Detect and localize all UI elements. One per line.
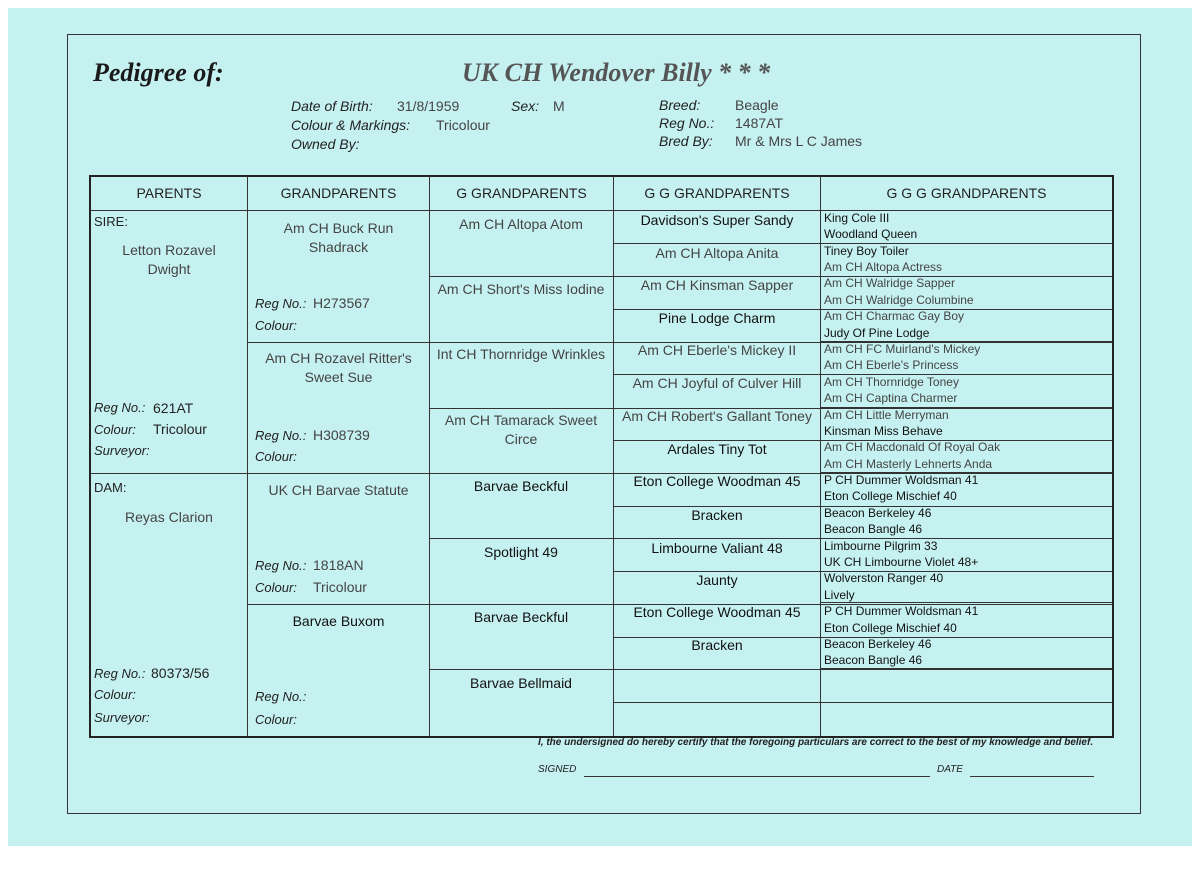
gg-grandparent-name: Davidson's Super Sandy <box>640 212 794 228</box>
g-grandparent-name: Am CH Altopa Atom <box>459 216 583 232</box>
column-header-parents: PARENTS <box>136 185 202 201</box>
column-divider <box>247 177 248 736</box>
dog-name-title: UK CH Wendover Billy * * * <box>462 58 771 87</box>
g-grandparent-name: Am CH Short's Miss Iodine <box>437 281 605 297</box>
ggg-grandparent-name: Am CH Macdonald Of Royal Oak <box>824 440 1001 454</box>
sire-reg-label: Reg No.: <box>94 400 146 415</box>
ggg-grandparent-name: Am CH FC Muirland's Mickey <box>824 342 981 356</box>
sire-reg-value: 621AT <box>153 400 194 416</box>
gg-grandparent-name: Am CH Joyful of Culver Hill <box>632 375 802 391</box>
gg-grandparent-name: Jaunty <box>696 572 738 588</box>
ggg-grandparent-name: Beacon Bangle 46 <box>824 522 923 536</box>
sex-value: M <box>553 98 565 114</box>
grandparent-name: Barvae Buxom <box>292 613 385 629</box>
colour-value: Tricolour <box>436 117 490 133</box>
ggg-grandparent-name: Tiney Boy Toiler <box>824 244 909 258</box>
grandparent-reg-label: Reg No.: <box>255 558 307 573</box>
sex-label: Sex: <box>511 98 540 114</box>
grandparent-reg-label: Reg No.: <box>255 689 307 704</box>
column-header-grandparents: GRANDPARENTS <box>280 185 397 201</box>
sire-label: SIRE: <box>94 214 128 229</box>
gg-grandparent-name: Am CH Eberle's Mickey II <box>637 342 797 358</box>
gg-grandparent-name: Ardales Tiny Tot <box>667 441 767 457</box>
ggg-grandparent-name: UK CH Limbourne Violet 48+ <box>824 555 979 569</box>
grandparent-name: Am CH Rozavel Ritter's Sweet Sue <box>265 350 412 385</box>
ggg-grandparent-name: Am CH Thornridge Toney <box>824 375 959 389</box>
bred-by-label: Bred By: <box>659 133 713 149</box>
bred-by-value: Mr & Mrs L C James <box>735 133 863 149</box>
gg-grandparent-name: Eton College Woodman 45 <box>633 473 801 489</box>
ggg-grandparent-name: King Cole III <box>824 211 890 225</box>
ggg-grandparent-name: Am CH Walridge Columbine <box>824 293 974 307</box>
g-grandparent-name: Am CH Tamarack Sweet Circe <box>444 412 598 447</box>
dob-value: 31/8/1959 <box>397 98 460 114</box>
title-prefix: Pedigree of: <box>93 58 224 87</box>
gg-grandparent-name: Bracken <box>691 637 743 653</box>
ggg-grandparent-name: Am CH Little Merryman <box>824 408 949 422</box>
grandparent-colour-label: Colour: <box>255 449 297 464</box>
grandparent-reg-value: H273567 <box>313 295 370 311</box>
date-label: DATE <box>937 764 963 775</box>
sire-colour-value: Tricolour <box>153 421 207 437</box>
grandparent-name: Am CH Buck Run Shadrack <box>283 220 394 255</box>
certification-statement: I, the undersigned do hereby certify that the foregoing particulars are correct to the best of my knowledge and belief. <box>538 737 1094 748</box>
signature-line[interactable] <box>584 776 930 777</box>
ggg-grandparent-name: Woodland Queen <box>824 227 918 241</box>
gg-grandparent-name: Am CH Robert's Gallant Toney <box>622 408 812 424</box>
owned-by-label: Owned By: <box>291 136 360 152</box>
ggg-grandparent-name: Eton College Mischief 40 <box>824 489 957 503</box>
gg-grandparent-name: Limbourne Valiant 48 <box>651 540 783 556</box>
grandparent-name: UK CH Barvae Statute <box>268 482 409 498</box>
ggg-grandparent-name: Am CH Eberle's Princess <box>824 358 959 372</box>
dob-label: Date of Birth: <box>291 98 373 114</box>
column-header-g-grandparents: G GRANDPARENTS <box>456 185 587 201</box>
column-header-ggg-grandparents: G G G GRANDPARENTS <box>886 185 1047 201</box>
ggg-grandparent-name: Am CH Masterly Lehnerts Anda <box>824 457 993 471</box>
date-line[interactable] <box>970 776 1094 777</box>
g-grandparent-name: Barvae Bellmaid <box>470 675 572 691</box>
ggg-grandparent-name: P CH Dummer Woldsman 41 <box>824 604 979 618</box>
dam-name: Reyas Clarion <box>125 509 213 525</box>
sire-surveyor-label: Surveyor: <box>94 443 150 458</box>
row-divider <box>613 702 1112 703</box>
signed-label: SIGNED <box>538 764 577 775</box>
dam-colour-label: Colour: <box>94 687 136 702</box>
g-grandparent-name: Barvae Beckful <box>473 609 569 625</box>
reg-label: Reg No.: <box>659 115 715 131</box>
ggg-grandparent-name: Wolverston Ranger 40 <box>824 571 944 585</box>
ggg-grandparent-name: Am CH Charmac Gay Boy <box>824 309 965 323</box>
g-grandparent-name: Barvae Beckful <box>473 478 569 494</box>
ggg-grandparent-name: Judy Of Pine Lodge <box>824 326 930 340</box>
grandparent-colour-label: Colour: <box>255 318 297 333</box>
breed-label: Breed: <box>659 97 701 113</box>
header-divider <box>91 210 1112 211</box>
pedigree-table <box>89 175 1114 738</box>
gg-grandparent-name: Am CH Altopa Anita <box>655 245 779 261</box>
gg-grandparent-name: Eton College Woodman 45 <box>633 604 801 620</box>
sire-colour-label: Colour: <box>94 422 136 437</box>
ggg-grandparent-name: Kinsman Miss Behave <box>824 424 943 438</box>
g-grandparent-name: Spotlight 49 <box>484 544 558 560</box>
grandparent-reg-value: H308739 <box>313 427 370 443</box>
grandparent-reg-label: Reg No.: <box>255 428 307 443</box>
grandparent-reg-label: Reg No.: <box>255 296 307 311</box>
row-divider <box>820 668 1112 669</box>
column-divider <box>820 177 821 736</box>
dam-surveyor-label: Surveyor: <box>94 710 150 725</box>
ggg-grandparent-name: Eton College Mischief 40 <box>824 621 957 635</box>
dam-label: DAM: <box>94 480 127 495</box>
grandparent-colour-value: Tricolour <box>313 579 367 595</box>
ggg-grandparent-name: Beacon Berkeley 46 <box>824 637 932 651</box>
ggg-grandparent-name: Beacon Bangle 46 <box>824 653 923 667</box>
column-header-gg-grandparents: G G GRANDPARENTS <box>644 185 790 201</box>
ggg-grandparent-name: Am CH Captina Charmer <box>824 391 958 405</box>
breed-value: Beagle <box>735 97 779 113</box>
gg-grandparent-name: Am CH Kinsman Sapper <box>640 277 794 293</box>
dam-reg-label: Reg No.: <box>94 666 146 681</box>
gg-grandparent-name: Pine Lodge Charm <box>658 310 776 326</box>
column-divider <box>429 177 430 736</box>
reg-value: 1487AT <box>735 115 783 131</box>
ggg-grandparent-name: Am CH Altopa Actress <box>824 260 943 274</box>
sire-name: Letton Rozavel Dwight <box>122 242 216 277</box>
grandparent-colour-label: Colour: <box>255 580 297 595</box>
ggg-grandparent-name: Am CH Walridge Sapper <box>824 276 955 290</box>
gg-grandparent-name: Bracken <box>691 507 743 523</box>
ggg-grandparent-name: Limbourne Pilgrim 33 <box>824 539 938 553</box>
colour-label: Colour & Markings: <box>291 117 411 133</box>
ggg-grandparent-name: Lively <box>824 588 855 602</box>
grandparent-colour-label: Colour: <box>255 712 297 727</box>
ggg-grandparent-name: P CH Dummer Woldsman 41 <box>824 473 979 487</box>
g-grandparent-name: Int CH Thornridge Wrinkles <box>436 346 606 362</box>
row-divider <box>429 669 1112 670</box>
dam-reg-value: 80373/56 <box>151 665 210 681</box>
grandparent-reg-value: 1818AN <box>313 557 364 573</box>
ggg-grandparent-name: Beacon Berkeley 46 <box>824 506 932 520</box>
